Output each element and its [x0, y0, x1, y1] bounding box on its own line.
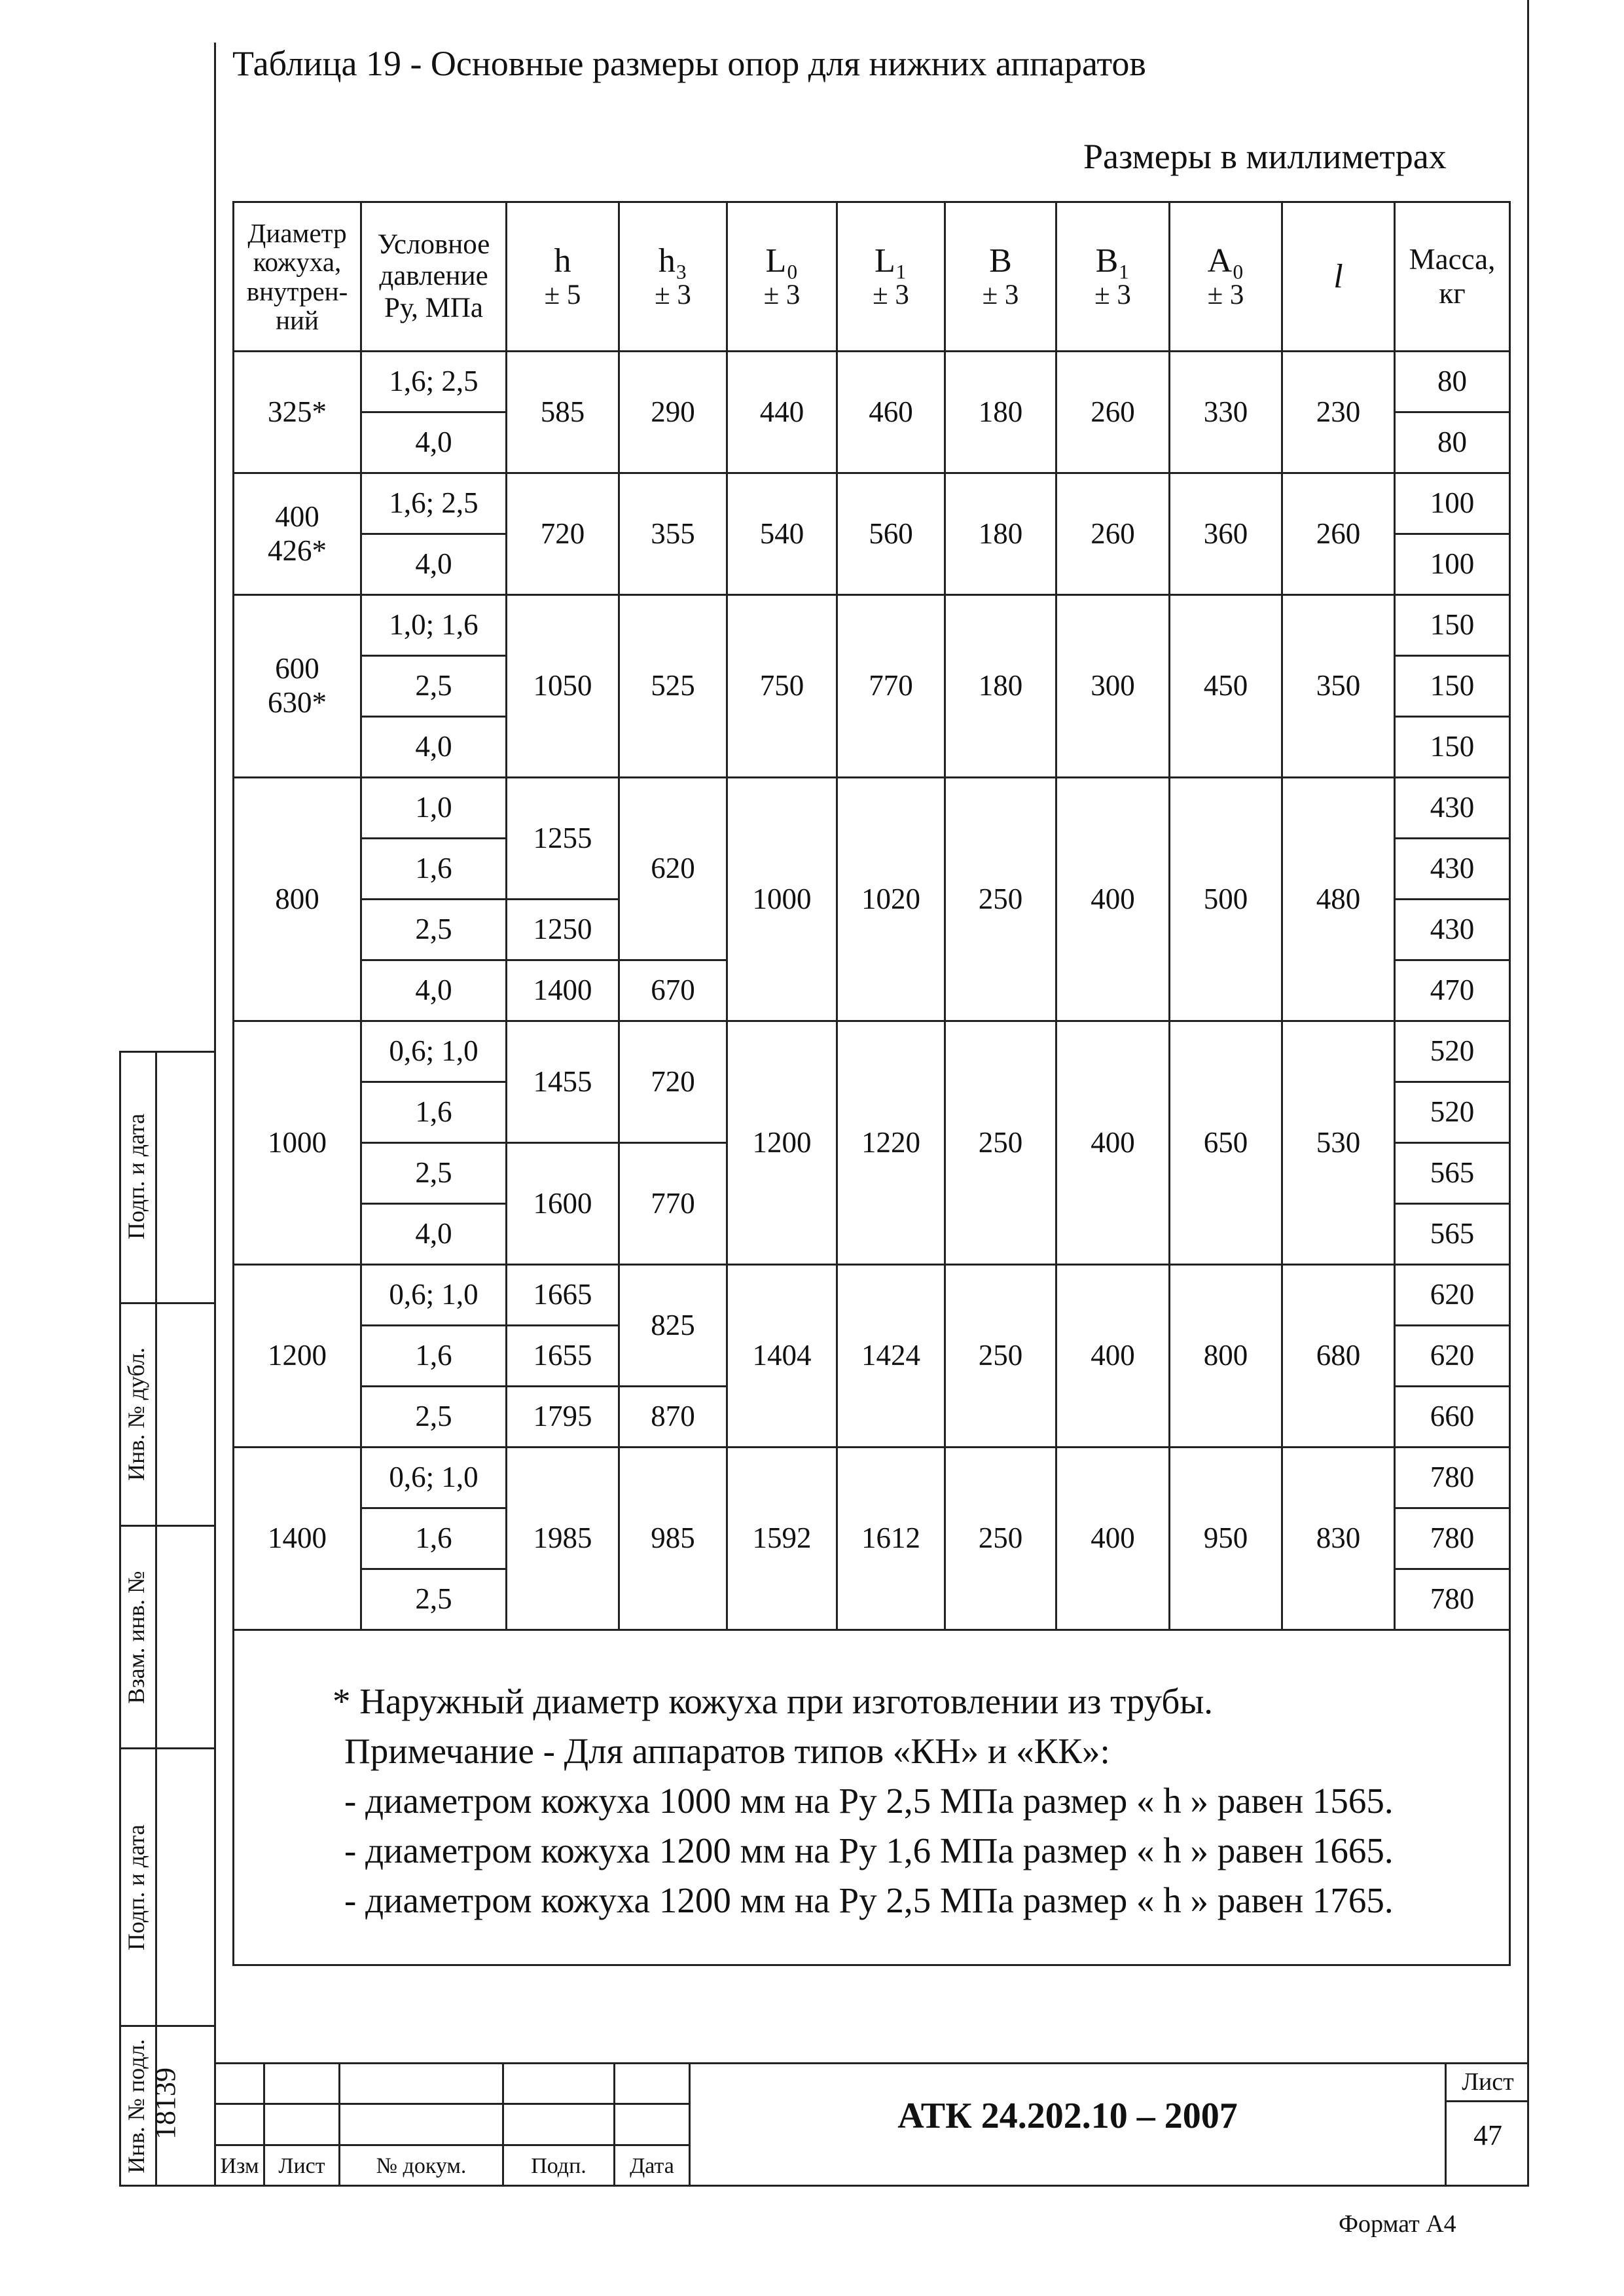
cell-pressure: 2,5 — [361, 1387, 507, 1448]
cell-diameter: 325* — [234, 352, 361, 473]
header-h-tolerance: ± 5 — [544, 280, 581, 311]
cell-h3: 290 — [619, 352, 727, 473]
cell-pressure: 4,0 — [361, 412, 507, 473]
cell-pressure: 4,0 — [361, 1204, 507, 1265]
table-title: Таблица 19 - Основные размеры опор для нижних аппаратов — [232, 44, 1146, 83]
cell-pressure: 2,5 — [361, 1143, 507, 1204]
margin-stamp — [119, 1051, 216, 2187]
cell-B: 250 — [945, 1448, 1056, 1630]
cell-mass: 100 — [1395, 534, 1510, 595]
cell-diameter: 1000 — [234, 1021, 361, 1265]
cell-h3: 525 — [619, 595, 727, 778]
cell-l: 680 — [1282, 1265, 1395, 1448]
header-pressure-line: давление — [379, 261, 488, 292]
cell-l: 260 — [1282, 473, 1395, 595]
header-L1 — [837, 202, 945, 352]
header-B — [945, 202, 1056, 352]
cell-B1: 400 — [1056, 778, 1170, 1021]
cell-h: 1655 — [507, 1326, 619, 1387]
cell-L0: 1592 — [727, 1448, 837, 1630]
cell-pressure: 2,5 — [361, 900, 507, 960]
note-line: - диаметром кожуха 1200 мм на Ру 2,5 МПа размер « h » равен 1765. — [344, 1880, 1394, 1920]
header-L0-tolerance: ± 3 — [763, 280, 801, 311]
cell-L0: 440 — [727, 352, 837, 473]
cell-mass: 100 — [1395, 473, 1510, 534]
dimensions-table — [232, 201, 1511, 1966]
cell-pressure: 0,6; 1,0 — [361, 1448, 507, 1508]
table-row — [234, 595, 1510, 656]
header-diameter — [234, 202, 361, 352]
cell-B: 180 — [945, 352, 1056, 473]
cell-h: 1255 — [507, 778, 619, 900]
tb-top-line — [214, 2062, 1529, 2064]
cell-B: 180 — [945, 595, 1056, 778]
cell-pressure: 1,6 — [361, 839, 507, 900]
header-l-symbol: l — [1333, 257, 1343, 295]
cell-mass: 430 — [1395, 900, 1510, 960]
cell-L1: 1612 — [837, 1448, 945, 1630]
cell-A0: 330 — [1170, 352, 1282, 473]
cell-mass: 780 — [1395, 1569, 1510, 1630]
cell-A0: 650 — [1170, 1021, 1282, 1265]
note-line: * Наружный диаметр кожуха при изготовлении из трубы. — [333, 1681, 1214, 1721]
cell-L0: 1000 — [727, 778, 837, 1021]
format-label: Формат А4 — [1339, 2210, 1456, 2238]
table-row — [234, 352, 1510, 412]
header-mass-line: Масса, — [1409, 242, 1496, 276]
cell-l: 480 — [1282, 778, 1395, 1021]
cell-mass: 150 — [1395, 595, 1510, 656]
cell-pressure: 0,6; 1,0 — [361, 1021, 507, 1082]
cell-B: 250 — [945, 1021, 1056, 1265]
cell-h: 1985 — [507, 1448, 619, 1630]
cell-h3: 770 — [619, 1143, 727, 1265]
cell-diameter: 1200 — [234, 1265, 361, 1448]
header-L1-symbol: L₁ — [875, 242, 907, 280]
cell-mass: 620 — [1395, 1265, 1510, 1326]
cell-mass: 660 — [1395, 1387, 1510, 1448]
cell-h: 1600 — [507, 1143, 619, 1265]
cell-A0: 950 — [1170, 1448, 1282, 1630]
tb-row-line — [214, 2103, 689, 2105]
cell-mass: 150 — [1395, 656, 1510, 717]
table-row — [234, 778, 1510, 839]
header-A0 — [1170, 202, 1282, 352]
cell-L1: 560 — [837, 473, 945, 595]
cell-mass: 80 — [1395, 352, 1510, 412]
cell-h: 1250 — [507, 900, 619, 960]
stamp-label-orig-inv: Инв. № подл. — [123, 2039, 149, 2174]
cell-L1: 770 — [837, 595, 945, 778]
cell-pressure: 1,6 — [361, 1326, 507, 1387]
header-diameter-line: кожуха, — [253, 247, 342, 278]
cell-pressure: 4,0 — [361, 534, 507, 595]
cell-B: 250 — [945, 1265, 1056, 1448]
table-row — [234, 473, 1510, 534]
cell-L1: 460 — [837, 352, 945, 473]
tb-row-line — [1445, 2100, 1529, 2102]
table-row — [234, 1021, 1510, 1082]
cell-h: 1665 — [507, 1265, 619, 1326]
cell-h3: 670 — [619, 960, 727, 1021]
cell-L0: 540 — [727, 473, 837, 595]
cell-l: 530 — [1282, 1021, 1395, 1265]
cell-L1: 1220 — [837, 1021, 945, 1265]
cell-mass: 780 — [1395, 1448, 1510, 1508]
cell-h3: 985 — [619, 1448, 727, 1630]
cell-B1: 300 — [1056, 595, 1170, 778]
tb-col-list: Лист — [278, 2154, 325, 2178]
cell-mass: 520 — [1395, 1021, 1510, 1082]
notes-cell — [234, 1630, 1510, 1965]
cell-h: 1400 — [507, 960, 619, 1021]
cell-mass: 620 — [1395, 1326, 1510, 1387]
header-h3 — [619, 202, 727, 352]
tb-col-doc: № докум. — [376, 2154, 467, 2178]
header-B-symbol: B — [989, 242, 1012, 280]
stamp-label-replace-inv: Взам. инв. № — [123, 1571, 149, 1704]
stamp-label-sign-date-2: Подп. и дата — [123, 1824, 149, 1951]
frame-left-border — [214, 43, 216, 1051]
cell-B1: 260 — [1056, 473, 1170, 595]
header-diameter-line: внутрен- — [246, 276, 348, 306]
header-pressure-line: Условное — [377, 229, 490, 261]
cell-l: 350 — [1282, 595, 1395, 778]
stamp-orig-inv-number: 18139 — [149, 2068, 181, 2140]
cell-mass: 565 — [1395, 1143, 1510, 1204]
cell-pressure: 1,0; 1,6 — [361, 595, 507, 656]
header-mass-line: кг — [1439, 276, 1466, 310]
cell-mass: 780 — [1395, 1508, 1510, 1569]
cell-pressure: 1,6 — [361, 1082, 507, 1143]
cell-pressure: 1,6; 2,5 — [361, 352, 507, 412]
notes-row — [234, 1630, 1510, 1965]
cell-pressure: 1,6; 2,5 — [361, 473, 507, 534]
cell-h: 1455 — [507, 1021, 619, 1143]
header-B1-symbol: B₁ — [1095, 242, 1130, 280]
header-mass — [1395, 202, 1510, 352]
cell-B: 180 — [945, 473, 1056, 595]
header-A0-symbol: A₀ — [1207, 242, 1244, 280]
cell-diameter: 1400 — [234, 1448, 361, 1630]
cell-h: 1050 — [507, 595, 619, 778]
cell-L1: 1424 — [837, 1265, 945, 1448]
cell-L0: 1404 — [727, 1265, 837, 1448]
cell-h: 720 — [507, 473, 619, 595]
header-L1-tolerance: ± 3 — [873, 280, 909, 311]
header-A0-tolerance: ± 3 — [1207, 280, 1244, 311]
cell-diameter: 400 426* — [234, 473, 361, 595]
cell-h3: 620 — [619, 778, 727, 960]
cell-mass: 565 — [1395, 1204, 1510, 1265]
sheet-number: 47 — [1473, 2119, 1502, 2151]
table-row — [234, 1265, 1510, 1326]
stamp-label-dup-inv: Инв. № дубл. — [123, 1347, 149, 1481]
note-line: Примечание - Для аппаратов типов «КН» и «КК»: — [344, 1730, 1110, 1771]
cell-pressure: 1,6 — [361, 1508, 507, 1569]
header-L0-symbol: L₀ — [765, 242, 799, 280]
cell-diameter: 600 630* — [234, 595, 361, 778]
cell-A0: 500 — [1170, 778, 1282, 1021]
note-line: - диаметром кожуха 1200 мм на Ру 1,6 МПа размер « h » равен 1665. — [344, 1830, 1394, 1870]
units-note: Размеры в миллиметрах — [1083, 137, 1447, 176]
header-pressure — [361, 202, 507, 352]
cell-pressure: 1,0 — [361, 778, 507, 839]
cell-pressure: 4,0 — [361, 960, 507, 1021]
header-h3-symbol: h₃ — [658, 242, 688, 280]
stamp-divider — [155, 1051, 157, 2187]
cell-A0: 450 — [1170, 595, 1282, 778]
cell-L0: 750 — [727, 595, 837, 778]
tb-col-date: Дата — [630, 2154, 674, 2178]
cell-h: 585 — [507, 352, 619, 473]
cell-mass: 430 — [1395, 839, 1510, 900]
title-block — [214, 2062, 1529, 2187]
cell-B: 250 — [945, 778, 1056, 1021]
cell-pressure: 2,5 — [361, 656, 507, 717]
cell-l: 830 — [1282, 1448, 1395, 1630]
header-diameter-line: Диаметр — [247, 217, 347, 248]
cell-B1: 260 — [1056, 352, 1170, 473]
cell-diameter: 800 — [234, 778, 361, 1021]
cell-mass: 520 — [1395, 1082, 1510, 1143]
cell-mass: 150 — [1395, 717, 1510, 778]
cell-h3: 870 — [619, 1387, 727, 1448]
header-B1 — [1056, 202, 1170, 352]
note-line: - диаметром кожуха 1000 мм на Ру 2,5 МПа размер « h » равен 1565. — [344, 1780, 1394, 1821]
cell-pressure: 0,6; 1,0 — [361, 1265, 507, 1326]
cell-pressure: 4,0 — [361, 717, 507, 778]
cell-mass: 470 — [1395, 960, 1510, 1021]
cell-h3: 825 — [619, 1265, 727, 1387]
cell-B1: 400 — [1056, 1448, 1170, 1630]
header-pressure-line: Ру, МПа — [384, 292, 483, 323]
header-h3-tolerance: ± 3 — [655, 280, 691, 311]
header-h-symbol: h — [554, 242, 571, 280]
cell-pressure: 2,5 — [361, 1569, 507, 1630]
cell-l: 230 — [1282, 352, 1395, 473]
header-l — [1282, 202, 1395, 352]
header-B1-tolerance: ± 3 — [1094, 280, 1131, 311]
header-L0 — [727, 202, 837, 352]
cell-A0: 360 — [1170, 473, 1282, 595]
header-h — [507, 202, 619, 352]
cell-mass: 430 — [1395, 778, 1510, 839]
cell-h: 1795 — [507, 1387, 619, 1448]
frame-right-border — [1527, 0, 1529, 2187]
tb-row-line — [214, 2144, 689, 2146]
sheet-label: Лист — [1462, 2068, 1514, 2096]
cell-L1: 1020 — [837, 778, 945, 1021]
header-diameter-line: ний — [276, 304, 319, 335]
tb-col-sign: Подп. — [531, 2154, 586, 2178]
cell-h3: 720 — [619, 1021, 727, 1143]
cell-B1: 400 — [1056, 1265, 1170, 1448]
table-row — [234, 1448, 1510, 1508]
tb-col-izm: Изм — [220, 2154, 259, 2178]
cell-h3: 355 — [619, 473, 727, 595]
cell-mass: 80 — [1395, 412, 1510, 473]
header-row — [234, 202, 1510, 352]
header-B-tolerance: ± 3 — [982, 280, 1019, 311]
cell-L0: 1200 — [727, 1021, 837, 1265]
cell-B1: 400 — [1056, 1021, 1170, 1265]
stamp-label-sign-date-1: Подп. и дата — [123, 1113, 149, 1240]
document-code: АТК 24.202.10 – 2007 — [897, 2096, 1238, 2136]
cell-A0: 800 — [1170, 1265, 1282, 1448]
